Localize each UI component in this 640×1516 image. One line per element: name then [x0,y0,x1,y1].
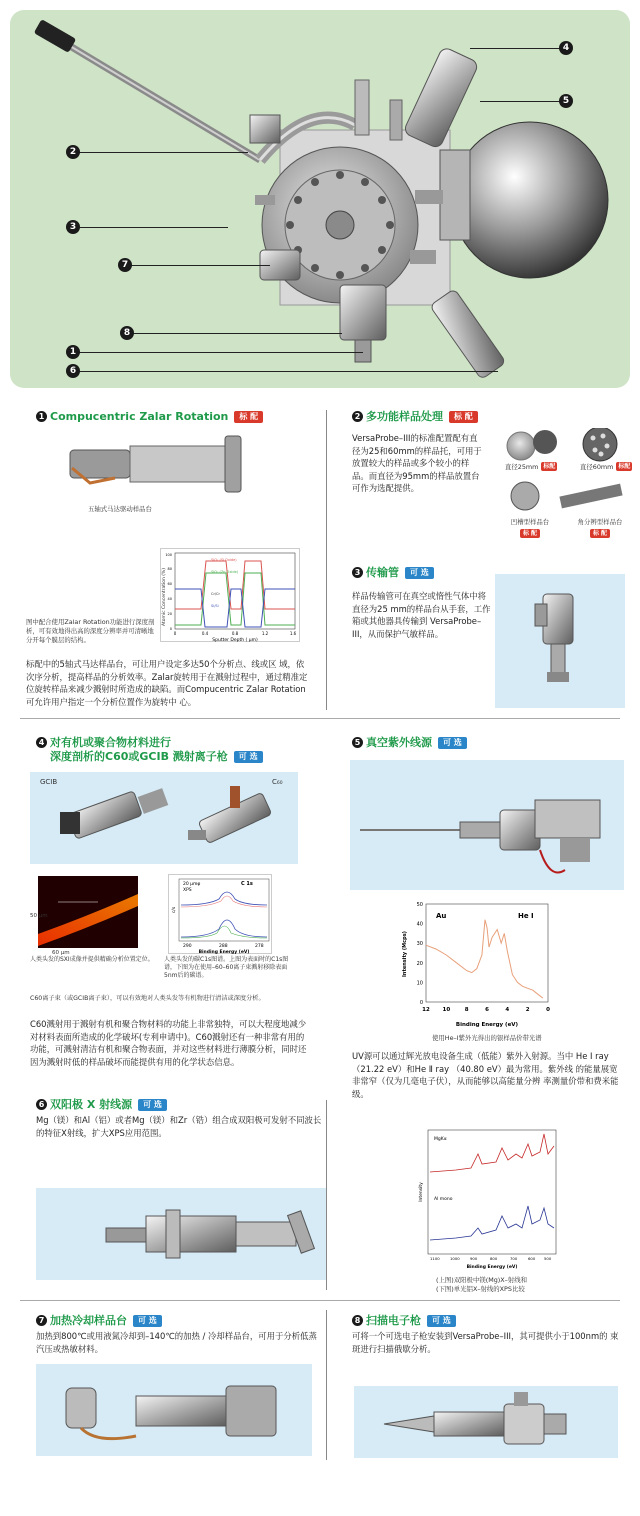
section-4-badge: 可 选 [234,751,263,763]
zalar-stage-image [60,428,250,500]
depth-xtick-3: 1.2 [261,631,269,636]
c1s-xlabel: Binding Energy (eV) [198,950,250,955]
c1s-xtick-1: 288 [219,944,228,949]
section-7-body: 加热到800℃或用液氮冷却到–140℃的加热 / 冷却样品台，可用于分析低蒸汽压或热敏材料。 [36,1331,317,1354]
callout-line-8 [132,333,342,334]
section-3-title-text: 传输管 [366,566,399,579]
section-4-note: C60离子束（或GCIB离子束），可以有效地对人类头发等有机物进行清洁或深度分析。 [30,995,265,1002]
section-7-title-text: 加热冷却样品台 [50,1314,127,1327]
uv-source-image [350,760,624,890]
section-4-title-2 [50,750,263,764]
section-1-badge: 标 配 [234,411,263,423]
c1s-label2: XPS [183,888,192,893]
depth-legend-1: SiO₂ (Si Oxide) [211,558,237,562]
xps-ylabel: Intensity [419,1182,424,1202]
section-2-badge: 标 配 [449,411,478,423]
holder-60mm-label: 直径60mm 标配 [580,463,631,471]
holder-groove-badge: 标 配 [520,529,540,538]
section-6-title [36,1098,167,1112]
callout-line-2 [78,152,248,153]
xps-compare-chart [416,1124,560,1274]
section-4-number: 4 [36,737,47,748]
vb-ytick-3: 30 [416,941,423,948]
callout-4: 4 [559,41,573,55]
vb-label-au: Au [436,912,447,920]
section-2-body: VersaProbe–III的标准配置配有直径为25和60mm的样品托，可用于放置较大的样品或多个较小的样品。而直径为95mm的样品放置台可作为选配提供。 [352,433,482,493]
vb-ytick-0: 0 [419,1000,423,1006]
callout-6: 6 [66,364,80,378]
xps-xtick-4: 700 [510,1256,518,1261]
heat-cool-stage-panel [36,1364,312,1456]
transfer-tube-image [495,574,625,708]
vb-ytick-5: 50 [416,902,423,908]
holder-angle-badge: 标 配 [590,529,610,538]
section-1-caption: 五轴式马达驱动样品台 [88,505,152,513]
section-7-badge: 可 选 [133,1315,162,1327]
callout-2: 2 [66,145,80,159]
section-5-title [352,736,467,750]
section-1-body: 标配中的5轴式马达样品台，可让用户设定多达50个分析点、线或区 域，依次序分析，提高样品的分析效率。Zalar旋转用于在溅射过程中，通过精准定位旋转样品来减少溅射时所造成的缺陷。而Compucentric Zalar Rotation可允许用户指定一个分析位置作为旋转中 心。 [26,659,308,707]
section-8-title-text: 扫描电子枪 [366,1314,421,1327]
c1s-xtick-2: 278 [255,944,264,949]
sxi-scale-x: 60 μm [52,950,70,956]
callout-3: 3 [66,220,80,234]
xps-xtick-1: 1000 [450,1256,460,1261]
section-6-number: 6 [36,1099,47,1110]
section-4-title-line1: 对有机或聚合物材料进行 [50,736,171,749]
section-6-badge: 可 选 [138,1099,167,1111]
section-1-title [36,410,263,424]
depth-ytick-3: 60 [167,582,172,586]
holder-25mm-label: 直径25mm 标配 [505,463,556,471]
c60-label: C₆₀ [272,778,283,786]
hero-image-panel [10,10,630,388]
row-divider-1 [20,718,620,719]
callout-7: 7 [118,258,132,272]
depth-xtick-1: 0.4 [201,631,209,636]
section-1-number: 1 [36,411,47,422]
section-1-title-text: Compucentric Zalar Rotation [50,410,229,423]
section-5-title-text: 真空紫外线源 [366,736,432,749]
sxi-image [38,876,138,948]
section-2-title-text: 多功能样品处理 [366,410,443,423]
section-8-number: 8 [352,1315,363,1326]
section-3-title [352,566,434,580]
depth-legend-3: Cr/Cr [211,592,220,596]
row-divider-2 [20,1300,620,1301]
callout-line-3 [78,227,228,228]
vb-ylabel: Intensity (Mcps) [402,931,408,977]
callout-line-6 [78,371,498,372]
vb-xtick-3: 6 [485,1007,489,1013]
depth-ytick-4: 80 [167,567,172,571]
c1s-label1: 20 μmφ [183,882,201,887]
depth-legend-4: Si/Si [211,604,219,608]
vb-xtick-1: 10 [442,1007,451,1013]
vb-xlabel: Binding Energy (eV) [455,1022,519,1028]
ion-guns-image [30,772,298,864]
sxi-caption: 人类头发的SXI成像并提供精确分析位置定位。 [30,956,154,963]
xps-xtick-3: 800 [490,1256,498,1261]
section-8-body: 可将一个可选电子枪安装到VersaProbe–III，其可提供小于100nm的 束斑进行扫描俄歇分析。 [352,1331,619,1354]
depth-legend-2: SiO₂ (Zn Oxide) [211,570,239,574]
uv-source-panel [350,760,624,890]
xps-caption-1: (上图)双阳极中镁(Mg)X–射线和 [436,1276,528,1284]
xps-xtick-2: 900 [470,1256,478,1261]
holder-60mm-badge: 标配 [618,463,631,470]
xps-label-bottom: Al mono [434,1197,453,1202]
gcib-label: GCIB [40,778,58,786]
electron-gun-panel [354,1386,618,1458]
xps-xtick-0: 1100 [430,1256,440,1261]
section-3-body: 样品传输管可在真空或惰性气体中将直径为25 mm的样品台从手套，工作箱或其他器具传输到 VersaProbe–III，从而保护气敏样品。 [352,591,491,639]
callout-5: 5 [559,94,573,108]
sxi-hair-image [38,876,138,948]
electron-gun-image [354,1386,618,1458]
depth-chart-ylabel: Atomic Concentration (%) [162,567,167,627]
column-divider-top [326,410,327,710]
section-5-number: 5 [352,737,363,748]
depth-ytick-2: 40 [167,597,172,601]
section-7-number: 7 [36,1315,47,1326]
callout-line-1 [78,352,363,353]
vb-xtick-0: 12 [422,1007,430,1013]
holder-groove-label: 凹槽型样品台 标 配 [510,518,550,537]
depth-ytick-5: 100 [165,553,172,557]
vb-label-he: He I [518,912,534,920]
xray-source-image [36,1188,326,1280]
depth-chart-xlabel: Sputter Depth ( μm) [212,638,258,643]
section-4-body: C60溅射用于溅射有机和聚合物材料的功能上非常独特，可以大程度地减少对材料表面所造成的化学破坏(专利申请中)。C60溅射还有一种非常有用的功能，可溅射清洁有机和聚合物表面，并对这些材料进行薄膜分析，同时还因为溅射时低的样品破坏而能提供有用的化学状态信息。 [30,1019,307,1067]
c1s-chart [168,874,272,954]
vb-caption: 使用He–I紫外光得出的银样品价带光谱 [432,1034,542,1042]
section-3-badge: 可 选 [405,567,434,579]
vb-ytick-4: 40 [416,921,423,928]
callout-8: 8 [120,326,134,340]
section-5-body: UV源可以通过辉光放电设备生成（低能）紫外入射源。当中 He Ⅰ ray（21.22 eV）和He Ⅱ ray （40.80 eV）最为常用。紫外线 的能量展宽非常窄（仅为几毫电子伏），从而能够以高能量分辨 率测量价带和费米能级。 [352,1051,619,1099]
depth-xtick-0: 0 [173,631,177,636]
c1s-ylabel: c/s [172,906,177,914]
vb-ytick-1: 10 [416,980,423,987]
c1s-xtick-0: 290 [183,944,192,949]
section-8-badge: 可 选 [427,1315,456,1327]
xps-label-top: MgKα [434,1137,447,1142]
callout-1: 1 [66,345,80,359]
vb-xtick-6: 0 [546,1007,550,1013]
c1s-peak-label: C 1s [241,881,253,887]
transfer-tube-panel [495,574,625,708]
xps-xtick-5: 600 [528,1256,536,1261]
xps-xtick-6: 500 [544,1256,552,1261]
section-6-title-text: 双阳极 X 射线源 [50,1098,133,1111]
vb-xtick-2: 8 [464,1007,469,1013]
instrument-illustration [10,10,630,388]
section-4-title-line2: 深度剖析的C60或GCIB 溅射离子枪 [50,750,228,763]
section-5-badge: 可 选 [438,737,467,749]
section-3-number: 3 [352,567,363,578]
vb-ytick-2: 20 [416,960,423,967]
vb-series-line [426,920,543,998]
section-1-side-text: 图中配合使用Zalar Rotation功能进行深度剖析，可有效地得出高的深度分辨率并可清晰地分开每个膜层的结构。 [26,618,155,644]
depth-ytick-1: 20 [167,612,172,616]
depth-xtick-4: 1.6 [289,631,297,636]
c1s-caption: 人类头发的碳C1s图谱。上图为表面时的C1s图谱，下图为在使用–60–60离子束溅射移除表面5nm后的碳谱。 [164,956,289,979]
holder-25mm-badge: 标配 [543,463,556,470]
xps-caption-2: (下图)单光铝X–射线的XPS比较 [436,1285,525,1293]
heat-cool-stage-image [36,1364,312,1456]
holder-angle-label: 角分辨型样品台 标 配 [577,518,623,537]
vb-xtick-4: 4 [505,1007,510,1013]
section-7-title [36,1314,162,1328]
depth-profile-chart [160,548,300,642]
section-2-title [352,410,478,424]
section-4-title [36,736,171,750]
callout-line-7 [130,265,270,266]
section-6-body: Mg（镁）和Al（铝）或者Mg（镁）和Zr（锆）组合成双阳极可发射不同波长的特征X射线，扩大XPS应用范围。 [36,1115,322,1138]
vb-xtick-5: 2 [525,1007,530,1013]
xray-source-panel [36,1188,326,1280]
section-2-number: 2 [352,411,363,422]
section-8-title [352,1314,456,1328]
depth-xtick-2: 0.8 [231,631,239,636]
column-divider-bottom [326,1310,327,1460]
sxi-scale-y: 50 μm [30,913,48,919]
callout-line-4 [470,48,562,49]
ion-guns-panel [30,772,298,864]
valence-band-chart [396,894,556,1030]
xps-xlabel: Binding Energy (eV) [466,1265,518,1270]
column-divider-mid [326,1100,327,1290]
callout-line-5 [480,101,562,102]
depth-ytick-0: 0 [169,627,172,631]
